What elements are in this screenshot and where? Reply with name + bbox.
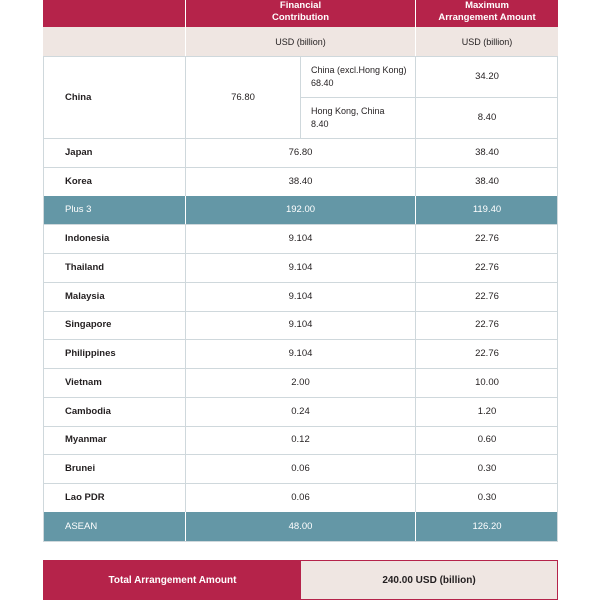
country-label: Brunei	[65, 463, 96, 475]
financial-contribution-value: 2.00	[185, 368, 415, 397]
max-arrangement-value: 22.76	[415, 311, 558, 340]
china-sub-a	[300, 56, 415, 97]
country-label: Korea	[65, 175, 92, 187]
table-row	[43, 339, 558, 368]
max-arrangement-value: 38.40	[415, 167, 558, 196]
china-sub-b	[300, 97, 415, 138]
table-row	[43, 483, 558, 512]
financial-contribution-value: 0.12	[185, 426, 415, 455]
table-left-border	[43, 56, 44, 541]
max-arrangement-value: 0.30	[415, 454, 558, 483]
max-arrangement-value: 22.76	[415, 339, 558, 368]
max-arrangement-value: 0.30	[415, 483, 558, 512]
units-max: USD (billion)	[415, 27, 558, 56]
table-row-china	[43, 56, 558, 138]
table-bottom-border	[43, 541, 558, 542]
max-arrangement-value: 38.40	[415, 138, 558, 167]
table-row	[43, 368, 558, 397]
max-arrangement-value: 10.00	[415, 368, 558, 397]
table-row	[43, 253, 558, 282]
financial-contribution-value: 0.06	[185, 454, 415, 483]
china-sub-a-value: 68.40	[311, 77, 334, 88]
financial-contribution-value: 76.80	[185, 138, 415, 167]
china-contribution: 76.80	[185, 56, 300, 138]
table-row	[43, 311, 558, 340]
country-label: Plus 3	[65, 204, 92, 216]
summary-row	[43, 512, 558, 541]
financial-contribution-value: 9.104	[185, 339, 415, 368]
country-label: Thailand	[65, 261, 105, 273]
total-arrangement-box	[43, 560, 558, 600]
financial-contribution-value: 38.40	[185, 167, 415, 196]
header-max-arrangement: Maximum Arrangement Amount	[415, 0, 558, 27]
max-arrangement-value: 22.76	[415, 282, 558, 311]
financial-contribution-value: 192.00	[185, 196, 415, 225]
table-row	[43, 454, 558, 483]
financial-contribution-value: 0.06	[185, 483, 415, 512]
table-header-row	[43, 0, 558, 27]
units-row	[43, 27, 558, 56]
summary-row	[43, 196, 558, 225]
country-label: Myanmar	[65, 434, 107, 446]
units-blank-cell	[43, 27, 185, 56]
table-row	[43, 138, 558, 167]
max-arrangement-value: 0.60	[415, 426, 558, 455]
financial-contribution-value: 9.104	[185, 282, 415, 311]
row-divider	[300, 97, 558, 98]
total-label: Total Arrangement Amount	[44, 561, 301, 599]
country-label: ASEAN	[65, 520, 98, 532]
units-contribution: USD (billion)	[185, 27, 415, 56]
country-label: Japan	[65, 146, 93, 158]
financial-contribution-value: 9.104	[185, 253, 415, 282]
table-right-border	[557, 56, 558, 541]
china-sub-a-name: China (excl.Hong Kong)	[311, 64, 407, 75]
row-divider	[43, 56, 558, 57]
max-arrangement-value: 22.76	[415, 253, 558, 282]
max-arrangement-value: 119.40	[415, 196, 558, 225]
max-arrangement-value: 126.20	[415, 512, 558, 541]
header-financial-contribution: Financial Contribution	[185, 0, 415, 27]
table-row	[43, 224, 558, 253]
country-label: Lao PDR	[65, 491, 105, 503]
country-label: Malaysia	[65, 290, 105, 302]
financial-contribution-value: 9.104	[185, 224, 415, 253]
china-sub-b-name: Hong Kong, China	[311, 105, 385, 116]
max-arrangement-value: 1.20	[415, 397, 558, 426]
country-label: China	[65, 91, 92, 103]
financial-contribution-value: 0.24	[185, 397, 415, 426]
financial-contribution-value: 9.104	[185, 311, 415, 340]
total-value: 240.00 USD (billion)	[301, 561, 557, 599]
country-label: Cambodia	[65, 405, 111, 417]
table-row	[43, 282, 558, 311]
china-sub-b-value: 8.40	[311, 118, 329, 129]
table-row	[43, 397, 558, 426]
country-label: Singapore	[65, 319, 112, 331]
china-sub-a-max: 34.20	[415, 56, 558, 97]
country-label: Indonesia	[65, 233, 110, 245]
financial-contribution-value: 48.00	[185, 512, 415, 541]
china-sub-b-max: 8.40	[415, 97, 558, 138]
table-row	[43, 167, 558, 196]
max-arrangement-value: 22.76	[415, 224, 558, 253]
country-label: Vietnam	[65, 376, 102, 388]
table-row	[43, 426, 558, 455]
country-label: Philippines	[65, 348, 116, 360]
header-blank-cell	[43, 0, 185, 27]
